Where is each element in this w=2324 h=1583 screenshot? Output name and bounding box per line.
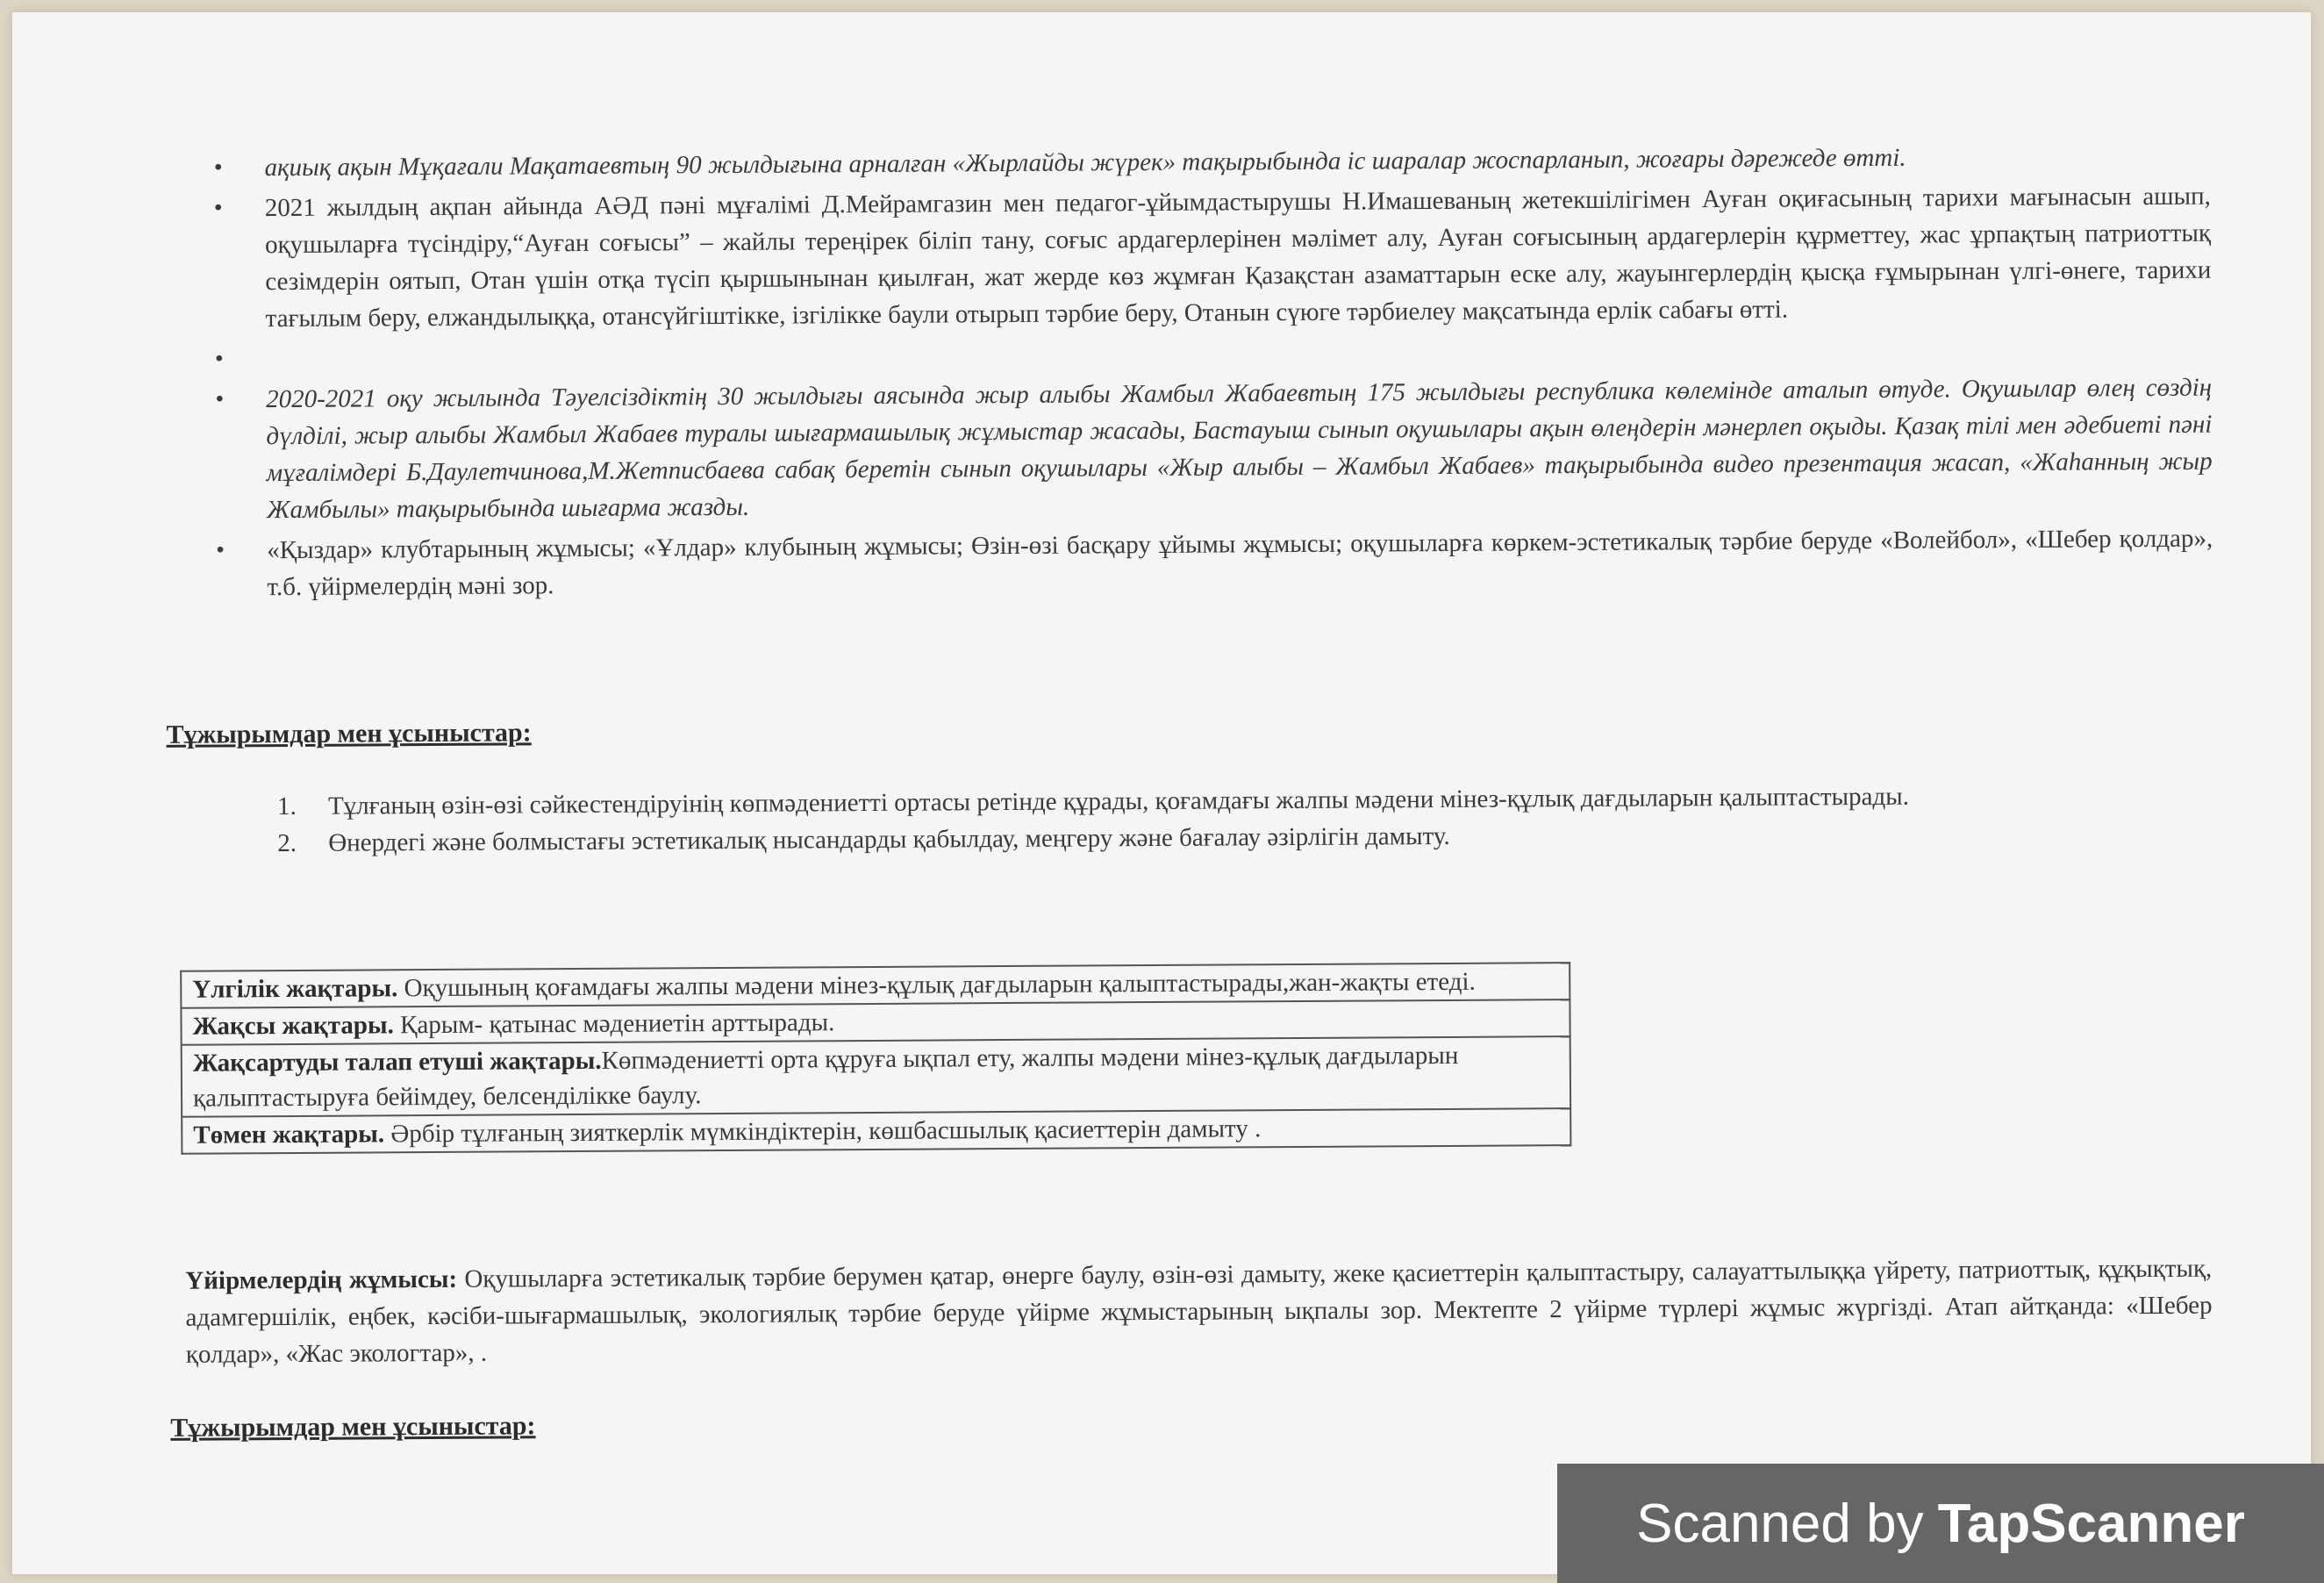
item-number: 1. bbox=[276, 792, 297, 821]
bullet-text: 2020-2021 оқу жылында Тәуелсіздіктің 30 жылдығы аясында жыр алыбы Жамбыл Жабаевтың 175 жылдығы республика көлемінде аталып өтуде. Оқушылар өлең сөздің дүлділі, жыр алыбы Жамбыл Жабаев туралы шығармашылық жұмыстар жасады, Бастауыш сынып оқушылары ақын өлеңдерін мәнерлеп оқыды. Қазақ тілі мен әдебиеті пәні мұғалімдері Б.Даулетчинова,М.Жетписбаева сабақ беретін сынып оқушылары «Жыр алыбы – Жамбыл Жабаев» тақырыбында видео презентация жасап, «Жаһанның жыр Жамбылы» тақырыбында шығарма жазды. bbox=[266, 373, 2213, 525]
row-text: Көпмәдениетті орта құруға ықпал ету, жалпы мәдени мінез-құлық дағдыларын қалыптастыруға бейімдеу, белсенділікке баулу. bbox=[192, 1041, 1459, 1113]
bullet-item bbox=[211, 369, 2213, 529]
bullet-dot: • bbox=[216, 536, 225, 564]
bullet-dot: • bbox=[213, 154, 223, 182]
row-label: Жақсартуды талап етуші жақтары. bbox=[192, 1046, 602, 1078]
page-content bbox=[12, 12, 2311, 1574]
row-text: Оқушының қоғамдағы жалпы мәдени мінез-құлық дағдыларын қалыптастырады,жан-жақты етеді. bbox=[397, 967, 1476, 1003]
section-heading: Тұжырымдар мен ұсыныстар: bbox=[166, 718, 532, 749]
watermark-brand: TapScanner bbox=[1937, 1493, 2245, 1554]
row-label: Үлгілік жақтары. bbox=[192, 974, 398, 1004]
scanned-page bbox=[12, 12, 2311, 1574]
table-cell bbox=[182, 1036, 1570, 1117]
item-text: Өнердегі және болмыстағы эстетикалық нысандарды қабылдау, меңгеру және бағалау әзірлігін дамыту. bbox=[328, 821, 1450, 857]
row-label: Төмен жақтары. bbox=[193, 1120, 385, 1150]
numbered-list bbox=[267, 777, 2206, 862]
paragraph-text: Оқушыларға эстетикалық тәрбие берумен қатар, өнерге баулу, өзін-өзі дамыту, жеке қасиеттерін қалыптастыру, салауаттылыққа үйрету, патриоттық, құқықтық, адамгершілік, еңбек, кәсіби-шығармашылық, экологиялық тәрбие беруде үйірме жұмыстарының ықпалы зор. Мектепте 2 үйірме түрлері жұмыс жүргізді. Атап айтқанда: «Шебер қолдар», «Жас экологтар», . bbox=[185, 1254, 2213, 1369]
bullet-text: 2021 жылдың ақпан айында АӘД пәні мұғалімі Д.Мейрамгазин мен педагог-ұйымдастырушы Н.Имашеваның жетекшілігімен Ауған оқиғасының тарихи мағынасын ашып, оқушыларға түсіндіру,“Ауған соғысы” – жайлы тереңірек біліп тану, соғыс ардагерлерінен мәлімет алу, Ауған соғысының ардагерлерін құрметтеу, жас ұрпақтың патриоттық сезімдерін оятып, Отан үшін отқа түсіп қыршынынан қиылған, жат жерде көз жұмған Қазақстан азаматтарын еске алу, жауынгерлердің қысқа ғұмырынан үлгі-өнеге, тарихи тағылым беру, елжандылыққа, отансүйгіштікке, ізгілікке баули отырып тәрбие беру, Отанын сүюге тәрбиелеу мақсатында ерлік сабағы өтті. bbox=[264, 182, 2212, 333]
item-text: Тұлғаның өзін-өзі сәйкестендіруінің көпмәдениетті ортасы ретінде құрады, қоғамдағы жалпы мәдени мінез-құлық дағдыларын қалыптастырады. bbox=[327, 782, 1910, 820]
table-row bbox=[182, 1036, 1570, 1117]
paragraph-label: Үйірмелердің жұмысы: bbox=[185, 1264, 458, 1295]
bullet-dot: • bbox=[213, 194, 223, 222]
bullet-item bbox=[212, 520, 2213, 606]
clubs-paragraph bbox=[185, 1250, 2213, 1373]
bullet-text: «Қыздар» клубтарының жұмысы; «Ұлдар» клубының жұмысы; Өзін-өзі басқару ұйымы жұмысы; оқушыларға көркем-эстетикалық тәрбие беруде «Волейбол», «Шебер қолдар», т.б. үйірмелердің мәні зор. bbox=[267, 524, 2213, 602]
table-cell bbox=[182, 1108, 1570, 1154]
row-label: Жақсы жақтары. bbox=[192, 1011, 394, 1041]
assessment-table bbox=[180, 962, 1571, 1155]
scanner-watermark bbox=[1557, 1464, 2324, 1583]
row-text: Әрбір тұлғаның зияткерлік мүмкіндіктерін, көшбасшылық қасиеттерін дамыту . bbox=[383, 1114, 1262, 1149]
table-row bbox=[182, 1108, 1570, 1154]
bullet-dot: • bbox=[214, 345, 224, 373]
row-text: Қарым- қатынас мәдениетін арттырады. bbox=[393, 1008, 835, 1040]
bullet-text: ақиық ақын Мұқағали Мақатаевтың 90 жылдығына арналған «Жырлайды жүрек» тақырыбында іс шаралар жоспарланып, жоғары дәрежеде өтті. bbox=[264, 143, 1906, 183]
bullet-item bbox=[211, 178, 2212, 338]
watermark-prefix: Scanned by bbox=[1636, 1493, 1924, 1554]
section-heading: Тұжырымдар мен ұсыныстар: bbox=[170, 1411, 536, 1443]
bullet-list bbox=[210, 138, 2213, 610]
bullet-dot: • bbox=[215, 385, 225, 413]
item-number: 2. bbox=[277, 828, 297, 858]
